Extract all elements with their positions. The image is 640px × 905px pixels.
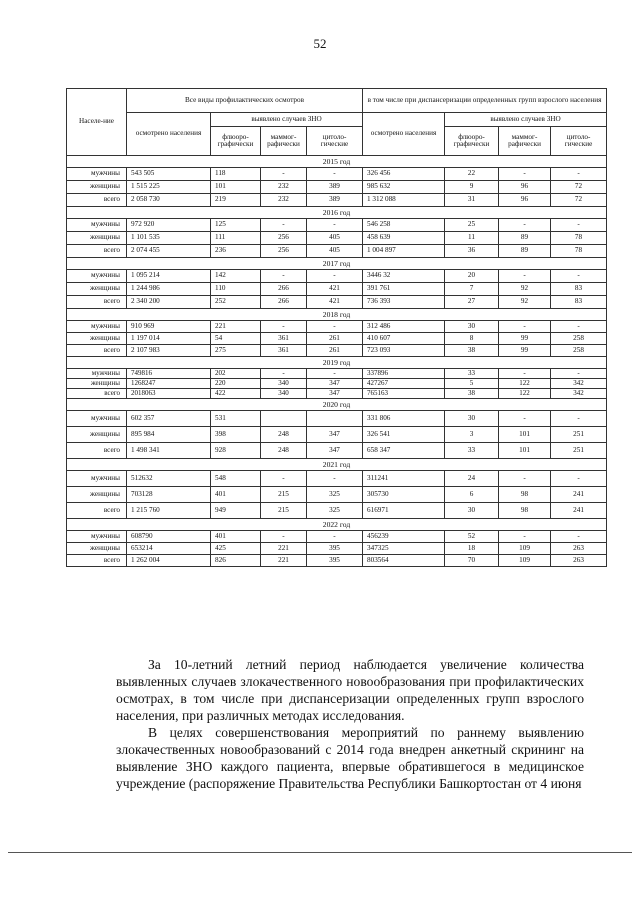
- value-cell: -: [307, 531, 363, 543]
- population-cell: мужчины: [67, 531, 127, 543]
- population-cell: женщины: [67, 283, 127, 296]
- value-cell: 261: [307, 345, 363, 357]
- value-cell: 1 515 225: [127, 181, 211, 194]
- population-cell: всего: [67, 503, 127, 519]
- table-row: [67, 427, 607, 443]
- value-cell: 736 393: [363, 296, 445, 309]
- value-cell: 30: [445, 321, 499, 333]
- value-cell: 347325: [363, 543, 445, 555]
- population-cell: женщины: [67, 487, 127, 503]
- value-cell: -: [307, 270, 363, 283]
- value-cell: 122: [499, 389, 551, 399]
- value-cell: 410 607: [363, 333, 445, 345]
- value-cell: 972 920: [127, 219, 211, 232]
- population-cell: всего: [67, 245, 127, 258]
- value-cell: 101: [211, 181, 261, 194]
- population-cell: женщины: [67, 333, 127, 345]
- year-header: 2015 год: [67, 156, 607, 168]
- value-cell: 72: [551, 194, 607, 207]
- value-cell: 1 312 088: [363, 194, 445, 207]
- value-cell: 608790: [127, 531, 211, 543]
- value-cell: -: [261, 321, 307, 333]
- examined-header-2: осмотрено населения: [363, 113, 445, 156]
- value-cell: 391 761: [363, 283, 445, 296]
- value-cell: 30: [445, 503, 499, 519]
- value-cell: 985 632: [363, 181, 445, 194]
- population-cell: всего: [67, 345, 127, 357]
- value-cell: 251: [551, 427, 607, 443]
- table-row: [67, 245, 607, 258]
- value-cell: 30: [445, 411, 499, 427]
- all-checkups-header: Все виды профилактических осмотров: [127, 89, 363, 113]
- value-cell: 221: [261, 555, 307, 567]
- value-cell: 33: [445, 369, 499, 379]
- page-number: 52: [313, 36, 327, 51]
- value-cell: 236: [211, 245, 261, 258]
- value-cell: 101: [499, 427, 551, 443]
- population-cell: мужчины: [67, 321, 127, 333]
- value-cell: -: [499, 168, 551, 181]
- value-cell: 11: [445, 232, 499, 245]
- value-cell: -: [307, 471, 363, 487]
- detected-header-2: выявлено случаев ЗНО: [445, 113, 607, 127]
- value-cell: 703128: [127, 487, 211, 503]
- value-cell: -: [261, 219, 307, 232]
- table-body: [67, 156, 607, 567]
- value-cell: 96: [499, 181, 551, 194]
- value-cell: 2 340 200: [127, 296, 211, 309]
- value-cell: 78: [551, 232, 607, 245]
- value-cell: 2 058 730: [127, 194, 211, 207]
- table-row: [67, 181, 607, 194]
- table-row: [67, 283, 607, 296]
- value-cell: 1 095 214: [127, 270, 211, 283]
- value-cell: 765163: [363, 389, 445, 399]
- fluoro-header-2: флюоро-графически: [445, 127, 499, 156]
- value-cell: 803564: [363, 555, 445, 567]
- value-cell: -: [551, 531, 607, 543]
- table-row: [67, 411, 607, 427]
- value-cell: 401: [211, 531, 261, 543]
- value-cell: 118: [211, 168, 261, 181]
- value-cell: 347: [307, 427, 363, 443]
- value-cell: 1 197 014: [127, 333, 211, 345]
- value-cell: -: [499, 369, 551, 379]
- value-cell: 33: [445, 443, 499, 459]
- value-cell: -: [499, 411, 551, 427]
- value-cell: 5: [445, 379, 499, 389]
- value-cell: 361: [261, 345, 307, 357]
- value-cell: 427267: [363, 379, 445, 389]
- value-cell: 331 806: [363, 411, 445, 427]
- value-cell: 258: [551, 345, 607, 357]
- dispensary-header: в том числе при диспансеризации определенных групп взрослого населения: [363, 89, 607, 113]
- value-cell: 3: [445, 427, 499, 443]
- value-cell: 602 357: [127, 411, 211, 427]
- value-cell: 220: [211, 379, 261, 389]
- footer-divider: [8, 852, 632, 853]
- value-cell: 98: [499, 487, 551, 503]
- value-cell: 531: [211, 411, 261, 427]
- value-cell: 89: [499, 245, 551, 258]
- value-cell: 616971: [363, 503, 445, 519]
- value-cell: 252: [211, 296, 261, 309]
- value-cell: -: [551, 168, 607, 181]
- screening-table: [66, 88, 607, 567]
- examined-header: осмотрено населения: [127, 113, 211, 156]
- table-row: [67, 471, 607, 487]
- value-cell: 241: [551, 503, 607, 519]
- value-cell: 109: [499, 555, 551, 567]
- year-header: 2020 год: [67, 399, 607, 411]
- value-cell: -: [551, 219, 607, 232]
- fluoro-header: флюоро-графически: [211, 127, 261, 156]
- value-cell: 256: [261, 245, 307, 258]
- value-cell: 248: [261, 443, 307, 459]
- value-cell: 312 486: [363, 321, 445, 333]
- value-cell: 248: [261, 427, 307, 443]
- value-cell: 266: [261, 283, 307, 296]
- value-cell: -: [499, 531, 551, 543]
- value-cell: 395: [307, 555, 363, 567]
- value-cell: 826: [211, 555, 261, 567]
- value-cell: 221: [261, 543, 307, 555]
- value-cell: 2 107 983: [127, 345, 211, 357]
- value-cell: 749816: [127, 369, 211, 379]
- value-cell: 2018063: [127, 389, 211, 399]
- value-cell: 1 215 760: [127, 503, 211, 519]
- value-cell: 456239: [363, 531, 445, 543]
- value-cell: -: [261, 369, 307, 379]
- value-cell: 232: [261, 194, 307, 207]
- mammo-header: маммог-рафически: [261, 127, 307, 156]
- value-cell: 78: [551, 245, 607, 258]
- table-row: [67, 194, 607, 207]
- population-header: Населе-ние: [67, 89, 127, 156]
- value-cell: 326 541: [363, 427, 445, 443]
- paragraph-trend: За 10-летний летний период наблюдается увеличение количества выявленных случаев злокачественного новообразования при профилактических осмотрах, в том числе при диспансеризации определенных групп взрослого населения, при различных методах исследования.: [116, 657, 584, 723]
- value-cell: 70: [445, 555, 499, 567]
- value-cell: 405: [307, 232, 363, 245]
- value-cell: 421: [307, 283, 363, 296]
- value-cell: 221: [211, 321, 261, 333]
- value-cell: 241: [551, 487, 607, 503]
- value-cell: -: [551, 471, 607, 487]
- value-cell: 38: [445, 389, 499, 399]
- population-cell: мужчины: [67, 471, 127, 487]
- value-cell: -: [551, 411, 607, 427]
- value-cell: 653214: [127, 543, 211, 555]
- value-cell: 305730: [363, 487, 445, 503]
- value-cell: 342: [551, 379, 607, 389]
- value-cell: 895 984: [127, 427, 211, 443]
- population-cell: всего: [67, 296, 127, 309]
- table-row: [67, 296, 607, 309]
- value-cell: -: [551, 321, 607, 333]
- value-cell: 22: [445, 168, 499, 181]
- value-cell: 20: [445, 270, 499, 283]
- value-cell: 401: [211, 487, 261, 503]
- population-cell: всего: [67, 389, 127, 399]
- value-cell: 275: [211, 345, 261, 357]
- body-text: [116, 656, 584, 792]
- year-header: 2019 год: [67, 357, 607, 369]
- value-cell: 251: [551, 443, 607, 459]
- value-cell: -: [261, 270, 307, 283]
- value-cell: 72: [551, 181, 607, 194]
- value-cell: 3446 32: [363, 270, 445, 283]
- value-cell: 326 456: [363, 168, 445, 181]
- value-cell: 347: [307, 389, 363, 399]
- value-cell: -: [307, 219, 363, 232]
- value-cell: 215: [261, 487, 307, 503]
- value-cell: 949: [211, 503, 261, 519]
- population-cell: мужчины: [67, 369, 127, 379]
- value-cell: 38: [445, 345, 499, 357]
- value-cell: 325: [307, 487, 363, 503]
- value-cell: 125: [211, 219, 261, 232]
- paragraph-screening: В целях совершенствования мероприятий по раннему выявлению злокачественных новообразований с 2014 года внедрен анкетный скрининг на выявление ЗНО каждого пациента, впервые обратившегося в медицинское учреждение (распоряжение Правительства Республики Башкортостан от 4 июня: [116, 725, 584, 791]
- value-cell: 31: [445, 194, 499, 207]
- table-row: [67, 369, 607, 379]
- value-cell: 99: [499, 345, 551, 357]
- value-cell: 340: [261, 379, 307, 389]
- value-cell: -: [261, 531, 307, 543]
- table-row: [67, 345, 607, 357]
- year-header: 2016 год: [67, 207, 607, 219]
- value-cell: 347: [307, 443, 363, 459]
- value-cell: 96: [499, 194, 551, 207]
- value-cell: 24: [445, 471, 499, 487]
- table-row: [67, 443, 607, 459]
- year-header: 2017 год: [67, 258, 607, 270]
- population-cell: женщины: [67, 232, 127, 245]
- value-cell: 83: [551, 296, 607, 309]
- table-row: [67, 379, 607, 389]
- value-cell: 215: [261, 503, 307, 519]
- value-cell: 405: [307, 245, 363, 258]
- table-row: [67, 503, 607, 519]
- value-cell: 658 347: [363, 443, 445, 459]
- table-row: [67, 333, 607, 345]
- value-cell: 1 498 341: [127, 443, 211, 459]
- value-cell: 543 505: [127, 168, 211, 181]
- population-cell: женщины: [67, 379, 127, 389]
- mammo-header-2: маммог-рафически: [499, 127, 551, 156]
- value-cell: 89: [499, 232, 551, 245]
- value-cell: 54: [211, 333, 261, 345]
- value-cell: 422: [211, 389, 261, 399]
- value-cell: 723 093: [363, 345, 445, 357]
- value-cell: 83: [551, 283, 607, 296]
- table-row: [67, 543, 607, 555]
- value-cell: 261: [307, 333, 363, 345]
- year-header: 2022 год: [67, 519, 607, 531]
- value-cell: 25: [445, 219, 499, 232]
- value-cell: 546 258: [363, 219, 445, 232]
- value-cell: [261, 411, 307, 427]
- year-header: 2018 год: [67, 309, 607, 321]
- value-cell: -: [499, 270, 551, 283]
- value-cell: 256: [261, 232, 307, 245]
- value-cell: 1 004 897: [363, 245, 445, 258]
- value-cell: 9: [445, 181, 499, 194]
- value-cell: 1 262 004: [127, 555, 211, 567]
- value-cell: 7: [445, 283, 499, 296]
- table-row: [67, 168, 607, 181]
- table-row: [67, 232, 607, 245]
- value-cell: -: [307, 369, 363, 379]
- population-cell: всего: [67, 555, 127, 567]
- value-cell: -: [261, 471, 307, 487]
- value-cell: 342: [551, 389, 607, 399]
- population-cell: мужчины: [67, 411, 127, 427]
- value-cell: 8: [445, 333, 499, 345]
- value-cell: -: [551, 369, 607, 379]
- value-cell: -: [261, 168, 307, 181]
- value-cell: -: [499, 219, 551, 232]
- value-cell: 421: [307, 296, 363, 309]
- value-cell: 266: [261, 296, 307, 309]
- value-cell: 122: [499, 379, 551, 389]
- value-cell: 458 639: [363, 232, 445, 245]
- population-cell: мужчины: [67, 219, 127, 232]
- value-cell: 18: [445, 543, 499, 555]
- value-cell: -: [551, 270, 607, 283]
- value-cell: 340: [261, 389, 307, 399]
- year-header: 2021 год: [67, 459, 607, 471]
- cyto-header: цитоло-гические: [307, 127, 363, 156]
- value-cell: 425: [211, 543, 261, 555]
- table-row: [67, 270, 607, 283]
- value-cell: 389: [307, 181, 363, 194]
- value-cell: 263: [551, 555, 607, 567]
- value-cell: 512632: [127, 471, 211, 487]
- value-cell: 36: [445, 245, 499, 258]
- value-cell: 92: [499, 283, 551, 296]
- value-cell: 52: [445, 531, 499, 543]
- value-cell: 232: [261, 181, 307, 194]
- cyto-header-2: цитоло-гические: [551, 127, 607, 156]
- value-cell: 98: [499, 503, 551, 519]
- population-cell: женщины: [67, 427, 127, 443]
- value-cell: 1268247: [127, 379, 211, 389]
- population-cell: мужчины: [67, 270, 127, 283]
- population-cell: женщины: [67, 543, 127, 555]
- value-cell: 219: [211, 194, 261, 207]
- table-row: [67, 531, 607, 543]
- value-cell: 347: [307, 379, 363, 389]
- value-cell: -: [307, 168, 363, 181]
- population-cell: мужчины: [67, 168, 127, 181]
- value-cell: 928: [211, 443, 261, 459]
- value-cell: 910 969: [127, 321, 211, 333]
- value-cell: 111: [211, 232, 261, 245]
- value-cell: 548: [211, 471, 261, 487]
- value-cell: 337896: [363, 369, 445, 379]
- detected-header: выявлено случаев ЗНО: [211, 113, 363, 127]
- table-row: [67, 487, 607, 503]
- value-cell: [307, 411, 363, 427]
- value-cell: 263: [551, 543, 607, 555]
- table-row: [67, 321, 607, 333]
- value-cell: 1 244 986: [127, 283, 211, 296]
- value-cell: 27: [445, 296, 499, 309]
- value-cell: 202: [211, 369, 261, 379]
- table-row: [67, 389, 607, 399]
- table-row: [67, 219, 607, 232]
- value-cell: 6: [445, 487, 499, 503]
- value-cell: -: [499, 321, 551, 333]
- value-cell: 398: [211, 427, 261, 443]
- table-row: [67, 555, 607, 567]
- value-cell: 361: [261, 333, 307, 345]
- value-cell: 142: [211, 270, 261, 283]
- value-cell: 1 101 535: [127, 232, 211, 245]
- value-cell: -: [307, 321, 363, 333]
- value-cell: 2 074 455: [127, 245, 211, 258]
- value-cell: 101: [499, 443, 551, 459]
- value-cell: 92: [499, 296, 551, 309]
- population-cell: женщины: [67, 181, 127, 194]
- value-cell: 395: [307, 543, 363, 555]
- value-cell: 325: [307, 503, 363, 519]
- value-cell: -: [499, 471, 551, 487]
- value-cell: 389: [307, 194, 363, 207]
- population-cell: всего: [67, 194, 127, 207]
- value-cell: 109: [499, 543, 551, 555]
- value-cell: 311241: [363, 471, 445, 487]
- value-cell: 258: [551, 333, 607, 345]
- population-cell: всего: [67, 443, 127, 459]
- value-cell: 99: [499, 333, 551, 345]
- value-cell: 110: [211, 283, 261, 296]
